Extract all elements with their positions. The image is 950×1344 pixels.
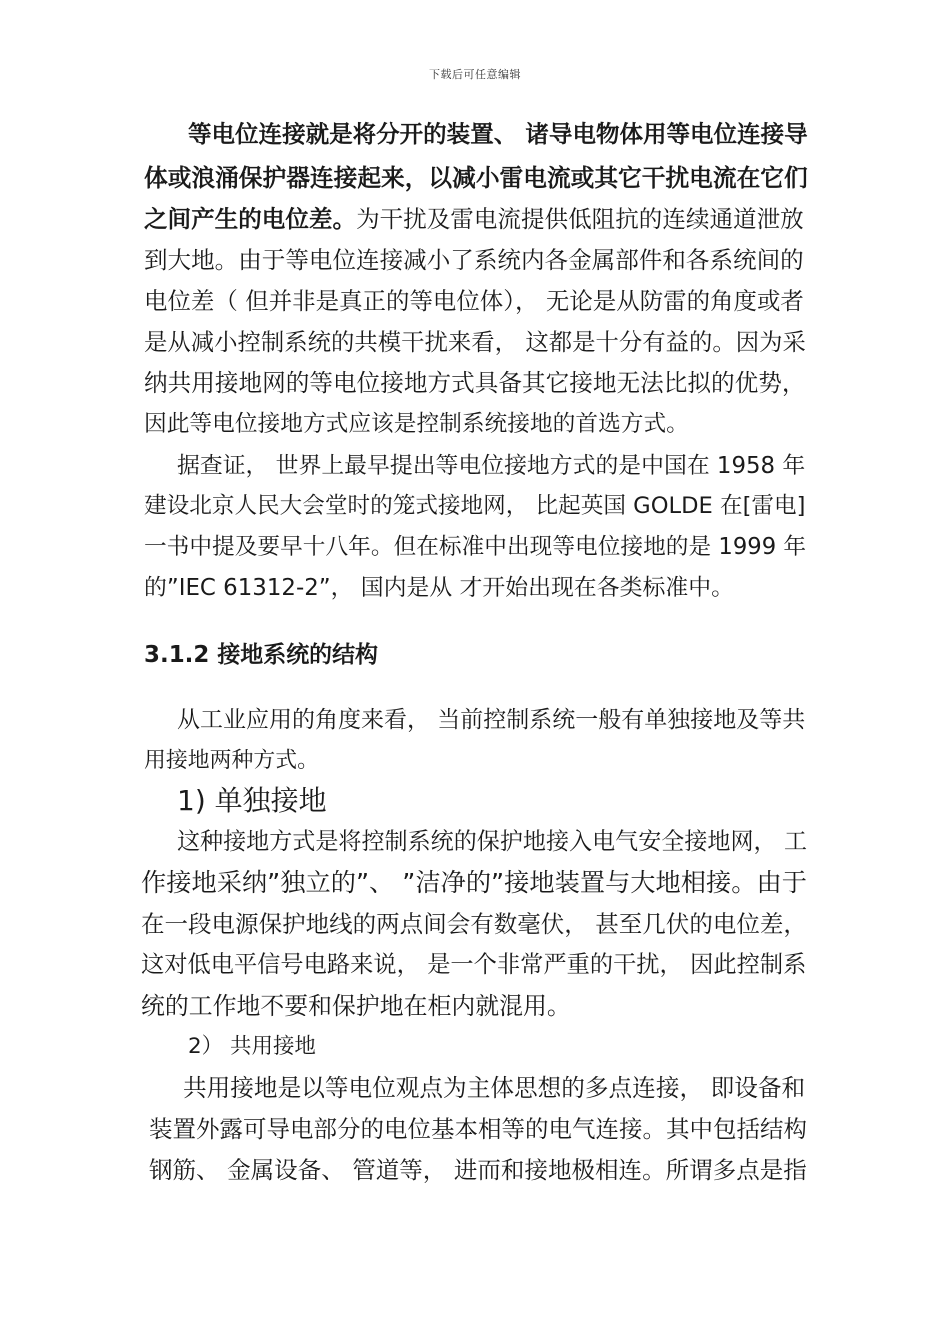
text-segment: 为干扰及雷电流提供低阻抗的连续通道泄放 [356,205,804,233]
text-segment: 2） 共用接地 [188,1034,316,1059]
text-segment: 1) 单独接地 [177,784,327,817]
bold-text-segment: 等电位连接就是将分开的装置、 诸导电物体用等电位连接导 [188,120,808,148]
paragraph-line [188,119,808,149]
paragraph-line [177,827,807,857]
text-segment: 这对低电平信号电路来说， 是一个非常严重的干扰， 因此控制系 [141,951,807,978]
paragraph-line [177,451,805,481]
paragraph-line [141,950,806,980]
text-segment: 统的工作地不要和保护地在柜内就混用。 [141,992,571,1020]
section-heading [144,640,378,670]
paragraph-line [144,368,806,398]
paragraph-line [149,1114,807,1144]
paragraph-line [141,909,807,939]
text-segment: 建设北京人民大会堂时的笼式接地网， 比起英国 GOLDE 在[雷电] [144,493,806,519]
paragraph-line [144,409,689,439]
paragraph-line [144,204,804,234]
text-segment: 到大地。由于等电位连接减小了系统内各金属部件和各系统间的 [144,246,804,274]
bold-text-segment: 体或浪涌保护器连接起来，以减小雷电流或其它干扰电流在它们 [144,164,808,192]
paragraph-line [144,163,808,193]
text-segment: 在一段电源保护地线的两点间会有数毫伏， 甚至几伏的电位差， [141,910,807,938]
text-segment: 作接地采纳”独立的”、 ”洁净的”接地装置与大地相接。由于 [141,868,807,897]
text-segment: 因此等电位接地方式应该是控制系统接地的首选方式。 [144,411,689,437]
text-segment: 这种接地方式是将控制系统的保护地接入电气安全接地网， 工 [177,829,808,855]
paragraph-line [144,532,806,562]
text-segment: 的”IEC 61312-2”， 国内是从 才开始出现在各类标准中。 [144,575,735,601]
paragraph-line [144,491,805,521]
text-segment: 电位差（ 但并非是真正的等电位体）， 无论是从防雷的角度或者 [144,287,804,315]
paragraph-line [144,245,804,275]
text-segment: 据查证， 世界上最早提出等电位接地方式的是中国在 1958 年 [177,453,806,479]
paragraph-line [144,746,319,776]
bold-text-segment: 3.1.2 接地系统的结构 [144,642,379,668]
text-segment: 是从减小控制系统的共模干扰来看， 这都是十分有益的。因为采 [144,328,806,356]
text-segment: 装置外露可导电部分的电位基本相等的电气连接。其中包括结构 [149,1115,807,1143]
text-segment: 共用接地是以等电位观点为主体思想的多点连接， 即设备和 [183,1074,806,1102]
paragraph-line [188,1032,316,1062]
text-segment: 从工业应用的角度来看， 当前控制系统一般有单独接地及等共 [177,707,806,733]
text-segment: 一书中提及要早十八年。但在标准中出现等电位接地的是 1999 年 [144,534,807,560]
paragraph-line [149,1155,807,1185]
paragraph-line [144,327,806,357]
page-header: 下载后可任意编辑 [429,68,521,81]
paragraph-line [144,286,804,316]
paragraph-line [141,868,807,898]
text-segment: 钢筋、 金属设备、 管道等， 进而和接地极相连。所谓多点是指 [149,1156,807,1184]
paragraph-line [177,786,327,816]
paragraph-line [144,573,734,603]
bold-text-segment: 之间产生的电位差。 [144,205,357,233]
paragraph-line [183,1073,805,1103]
paragraph-line [141,991,571,1021]
text-segment: 用接地两种方式。 [144,748,319,773]
paragraph-line [177,705,805,735]
text-segment: 纳共用接地网的等电位接地方式具备其它接地无法比拟的优势， [144,369,806,397]
